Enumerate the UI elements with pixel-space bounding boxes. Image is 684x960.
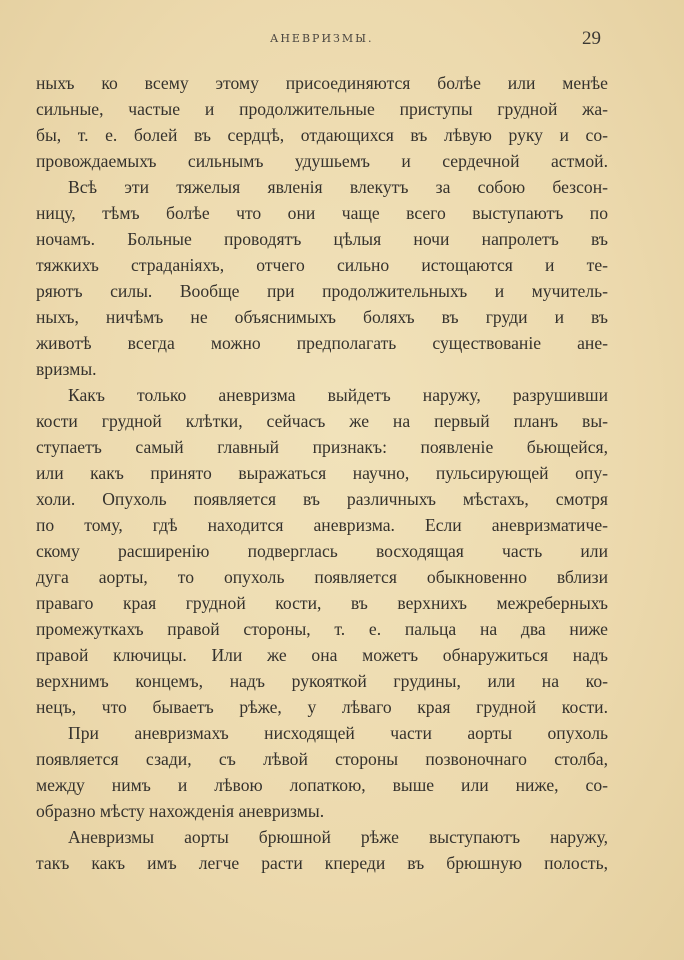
text-line: При аневризмахъ нисходящей части аорты опухоль xyxy=(68,723,608,743)
text-line: между нимъ и лѣвою лопаткою, выше или ниже, со- xyxy=(36,775,608,795)
text-line: такъ какъ имъ легче расти кпереди въ брюшную полость, xyxy=(36,853,608,873)
text-line: сильные, частые и продолжительные приступы грудной жа- xyxy=(36,99,608,119)
text-line: появляется сзади, съ лѣвой стороны позвоночнаго столба, xyxy=(36,749,608,769)
text-line: ницу, тѣмъ болѣе что они чаще всего выступаютъ по xyxy=(36,203,608,223)
text-line: или какъ принято выражаться научно, пульсирующей опу- xyxy=(36,463,608,483)
text-line: вризмы. xyxy=(36,359,97,379)
paragraph-5 xyxy=(36,824,608,876)
text-line: праваго края грудной кости, въ верхнихъ межреберныхъ xyxy=(36,593,608,613)
text-line: ныхъ ко всему этому присоединяются болѣе или менѣе xyxy=(36,73,608,93)
paragraph-3 xyxy=(36,382,608,720)
text-line: ныхъ, ничѣмъ не объяснимыхъ боляхъ въ груди и въ xyxy=(36,307,608,327)
text-line: дуга аорты, то опухоль появляется обыкновенно вблизи xyxy=(36,567,608,587)
text-line: ряютъ силы. Вообще при продолжительныхъ и мучитель- xyxy=(36,281,608,301)
text-line: по тому, гдѣ находится аневризма. Если аневризматиче- xyxy=(36,515,608,535)
running-title: АНЕВРИЗМЫ. xyxy=(270,32,374,45)
text-line: верхнимъ концемъ, надъ рукояткой грудины, или на ко- xyxy=(36,671,608,691)
text-line: Всѣ эти тяжелыя явленія влекутъ за собою безсон- xyxy=(68,177,608,197)
page-number: 29 xyxy=(582,28,601,49)
text-line: Какъ только аневризма выйдетъ наружу, разрушивши xyxy=(68,385,608,405)
text-line: образно мѣсту нахожденія аневризмы. xyxy=(36,801,325,821)
text-line: скому расширенію подверглась восходящая часть или xyxy=(36,541,608,561)
text-line: провождаемыхъ сильнымъ удушьемъ и сердечной астмой. xyxy=(36,151,608,171)
text-line: ступаетъ самый главный признакъ: появленіе бьющейся, xyxy=(36,437,608,457)
text-line: промежуткахъ правой стороны, т. е. пальца на два ниже xyxy=(36,619,608,639)
page-header xyxy=(0,28,684,52)
text-line: кости грудной клѣтки, сейчасъ же на первый планъ вы- xyxy=(36,411,608,431)
text-line: ночамъ. Больные проводятъ цѣлыя ночи напролетъ въ xyxy=(36,229,608,249)
text-line: холи. Опухоль появляется въ различныхъ мѣстахъ, смотря xyxy=(36,489,608,509)
paragraph-1 xyxy=(36,70,608,174)
body-text xyxy=(36,70,608,876)
text-line: бы, т. е. болей въ сердцѣ, отдающихся въ лѣвую руку и со- xyxy=(36,125,608,145)
text-line: тяжкихъ страданіяхъ, отчего сильно истощаются и те- xyxy=(36,255,608,275)
text-line: Аневризмы аорты брюшной рѣже выступаютъ наружу, xyxy=(68,827,608,847)
paragraph-4 xyxy=(36,720,608,824)
text-line: правой ключицы. Или же она можетъ обнаружиться надъ xyxy=(36,645,608,665)
text-line: животѣ всегда можно предполагать существованіе ане- xyxy=(36,333,608,353)
text-line: нецъ, что бываетъ рѣже, у лѣваго края грудной кости. xyxy=(36,697,608,717)
paragraph-2 xyxy=(36,174,608,382)
